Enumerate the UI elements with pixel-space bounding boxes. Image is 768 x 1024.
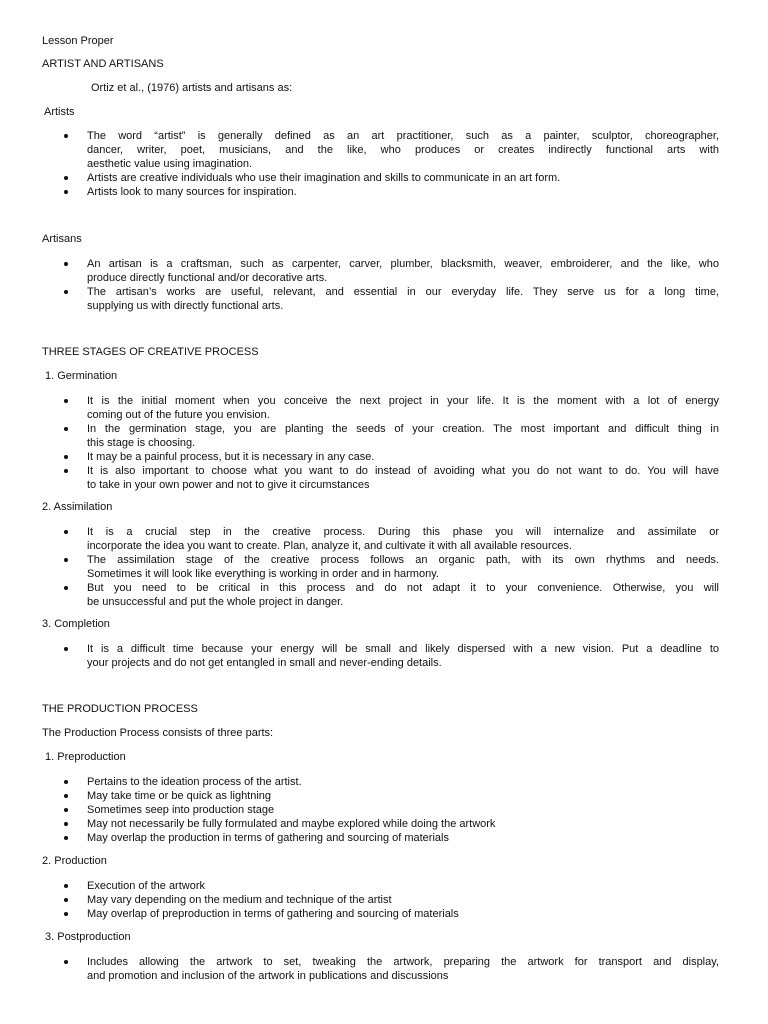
bullet-text-line: Execution of the artwork (87, 880, 206, 892)
assimilation-heading: 2. Assimilation (42, 501, 113, 513)
bullet-dot-icon (64, 647, 68, 651)
bullet-dot-icon (64, 780, 68, 784)
bullet-dot-icon (64, 262, 68, 266)
bullet-text-line: Artists are creative individuals who use their imagination and skills to communicate in an art form. (87, 172, 561, 184)
bullet-text-line: produce directly functional and/or decorative arts. (87, 272, 328, 284)
bullet-text-line: Sometimes it will look like everything is working in order and in harmony. (87, 568, 439, 580)
bullet-text (87, 171, 719, 185)
postproduction-heading: 3. Postproduction (45, 931, 131, 943)
bullet-dot-icon (64, 134, 68, 138)
bullet-text-line: But you need to be critical in this process and do not adapt it to your convenience. Otherwise, you will (87, 582, 719, 594)
section-title-artists-artisans: ARTIST AND ARTISANS (42, 58, 164, 70)
bullet-dot-icon (64, 884, 68, 888)
bullet-dot-icon (64, 794, 68, 798)
bullet-text-line: aesthetic value using imagination. (87, 158, 253, 170)
bullet-text-line: It may be a painful process, but it is necessary in any case. (87, 451, 375, 463)
bullet-text-line: It is also important to choose what you want to do instead of avoiding what you do not want to do. You will have (87, 465, 719, 477)
bullet-text-line: May take time or be quick as lightning (87, 790, 272, 802)
lesson-header: Lesson Proper (42, 35, 114, 47)
bullet-dot-icon (64, 469, 68, 473)
bullet-text-line: Pertains to the ideation process of the artist. (87, 776, 302, 788)
bullet-dot-icon (64, 836, 68, 840)
bullet-text (87, 450, 719, 464)
production-intro: The Production Process consists of three parts: (42, 727, 274, 739)
bullet-dot-icon (64, 455, 68, 459)
bullet-dot-icon (64, 530, 68, 534)
bullet-text-line: It is a difficult time because your energy will be small and likely dispersed with a new vision. Put a deadline to (87, 643, 719, 655)
bullet-dot-icon (64, 399, 68, 403)
bullet-text (87, 257, 719, 285)
bullet-text (87, 907, 719, 921)
bullet-text (87, 185, 719, 199)
bullet-text-line: In the germination stage, you are planting the seeds of your creation. The most important and difficult thing in (87, 423, 719, 435)
artisans-heading: Artisans (42, 233, 82, 245)
bullet-text-line: supplying us with directly functional arts. (87, 300, 284, 312)
artists-heading: Artists (44, 106, 75, 118)
bullet-text-line: to take in your own power and not to give it circumstances (87, 479, 370, 491)
bullet-text-line: May not necessarily be fully formulated and maybe explored while doing the artwork (87, 818, 496, 830)
preproduction-heading: 1. Preproduction (45, 751, 126, 763)
bullet-dot-icon (64, 898, 68, 902)
bullet-dot-icon (64, 190, 68, 194)
section-title-creative-process: THREE STAGES OF CREATIVE PROCESS (42, 346, 259, 358)
bullet-text-line: incorporate the idea you want to create. Plan, analyze it, and cultivate it with all available resources. (87, 540, 572, 552)
bullet-text-line: It is the initial moment when you conceive the next project in your life. It is the moment with a lot of energy (87, 395, 719, 407)
bullet-dot-icon (64, 176, 68, 180)
bullet-text (87, 817, 719, 831)
bullet-text-line: dancer, writer, poet, musicians, and the like, who produces or creates indirectly functional arts with (87, 144, 719, 156)
bullet-text (87, 464, 719, 492)
bullet-text (87, 879, 719, 893)
germination-heading: 1. Germination (45, 370, 118, 382)
bullet-text (87, 955, 719, 983)
bullet-text (87, 893, 719, 907)
bullet-text-line: this stage is choosing. (87, 437, 196, 449)
bullet-text (87, 789, 719, 803)
bullet-text-line: coming out of the future you envision. (87, 409, 270, 421)
bullet-dot-icon (64, 912, 68, 916)
bullet-text-line: May overlap of preproduction in terms of gathering and sourcing of materials (87, 908, 459, 920)
bullet-text-line: your projects and do not get entangled in small and never-ending details. (87, 657, 442, 669)
bullet-dot-icon (64, 290, 68, 294)
bullet-text (87, 642, 719, 670)
production-heading: 2. Production (42, 855, 107, 867)
bullet-dot-icon (64, 427, 68, 431)
bullet-text (87, 803, 719, 817)
bullet-text-line: The artisan’s works are useful, relevant, and essential in our everyday life. They serve us for a long time, (87, 286, 719, 298)
bullet-text-line: and promotion and inclusion of the artwork in publications and discussions (87, 970, 449, 982)
bullet-dot-icon (64, 960, 68, 964)
bullet-text-line: Includes allowing the artwork to set, tweaking the artwork, preparing the artwork for transport and display, (87, 956, 719, 968)
bullet-text (87, 525, 719, 553)
bullet-dot-icon (64, 808, 68, 812)
bullet-dot-icon (64, 822, 68, 826)
bullet-text (87, 553, 719, 581)
bullet-dot-icon (64, 586, 68, 590)
bullet-text (87, 831, 719, 845)
bullet-text (87, 285, 719, 313)
bullet-text (87, 775, 719, 789)
bullet-text (87, 581, 719, 609)
bullet-text-line: The assimilation stage of the creative process follows an organic path, with its own rhythms and needs. (87, 554, 719, 566)
bullet-text (87, 394, 719, 422)
bullet-text-line: Sometimes seep into production stage (87, 804, 275, 816)
bullet-text-line: The word “artist” is generally defined as an art practitioner, such as a painter, sculptor, choreographer, (87, 130, 719, 142)
bullet-text (87, 422, 719, 450)
bullet-dot-icon (64, 558, 68, 562)
completion-heading: 3. Completion (42, 618, 110, 630)
bullet-text-line: May vary depending on the medium and technique of the artist (87, 894, 392, 906)
intro-line: Ortiz et al., (1976) artists and artisans as: (91, 82, 293, 94)
bullet-text-line: It is a crucial step in the creative process. During this phase you will internalize and assimilate or (87, 526, 719, 538)
section-title-production-process: THE PRODUCTION PROCESS (42, 703, 198, 715)
bullet-text-line: May overlap the production in terms of gathering and sourcing of materials (87, 832, 449, 844)
bullet-text (87, 129, 719, 171)
bullet-text-line: Artists look to many sources for inspiration. (87, 186, 297, 198)
bullet-text-line: be unsuccessful and put the whole project in danger. (87, 596, 344, 608)
bullet-text-line: An artisan is a craftsman, such as carpenter, carver, plumber, blacksmith, weaver, embroiderer, and the like, who (87, 258, 719, 270)
